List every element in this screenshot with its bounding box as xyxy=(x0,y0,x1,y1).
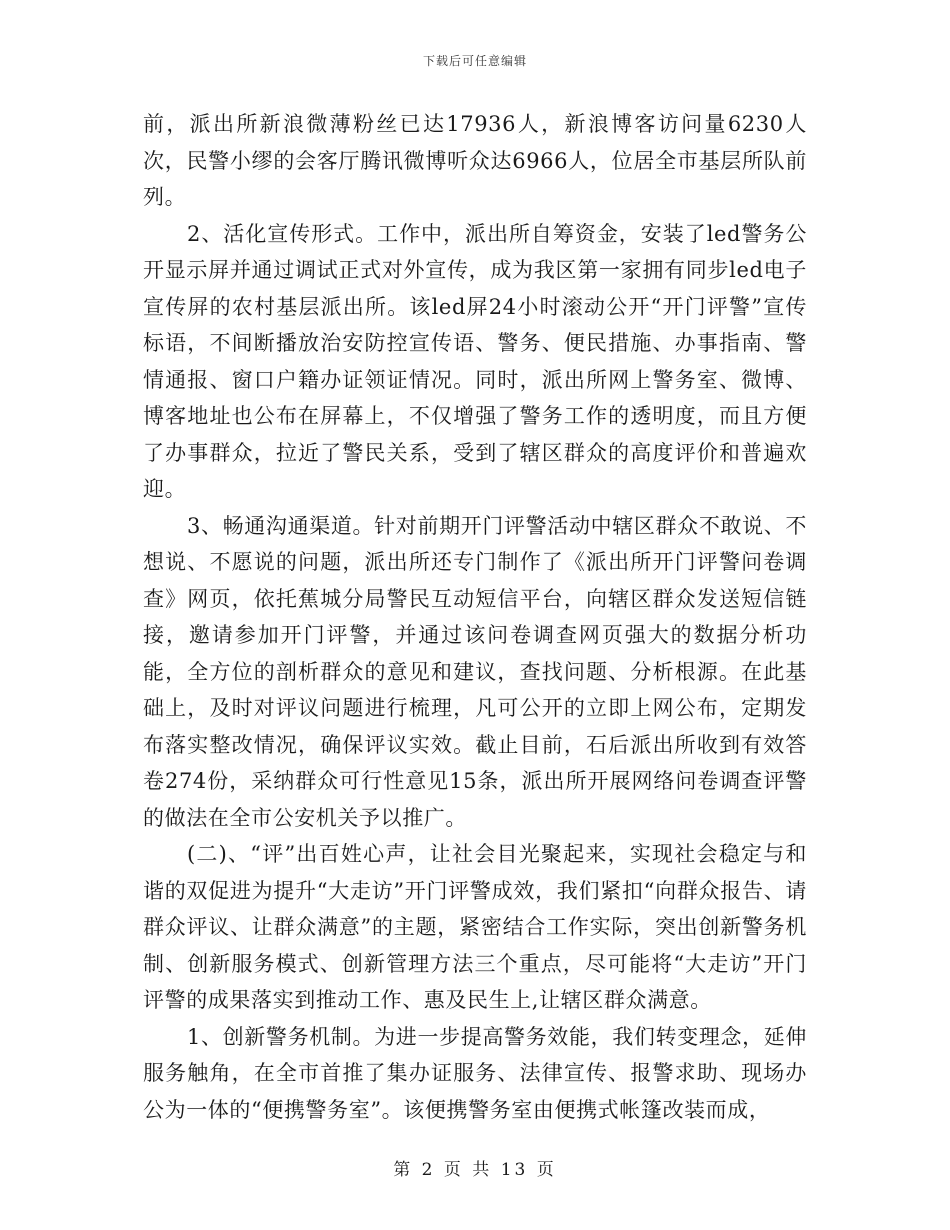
paragraph-communication-channels: 3、畅通沟通渠道。针对前期开门评警活动中辖区群众不敢说、不想说、不愿说的问题，派出所还专门制作了《派出所开门评警问卷调查》网页，依托蕉城分局警民互动短信平台，向辖区群众发送短信链接，邀请参加开门评警，并通过该问卷调查网页强大的数据分析功能，全方位的剖析群众的意见和建议，查找问题、分析根源。在此基础上，及时对评议问题进行梳理，凡可公开的立即上网公布，定期发布落实整改情况，确保评议实效。截止目前，石后派出所收到有效答卷274份，采纳群众可行性意见15条，派出所开展网络问卷调查评警的做法在全市公安机关予以推广。 xyxy=(143,513,807,830)
paragraph-police-mechanism: 1、创新警务机制。为进一步提高警务效能，我们转变理念，延伸服务触角，在全市首推了集办证服务、法律宣传、报警求助、现场办公为一体的“便携警务室”。该便携警务室由便携式帐篷改装而成， xyxy=(143,1024,807,1122)
document-body xyxy=(143,106,807,1128)
page-number-footer: 第 2 页 共 13 页 xyxy=(393,1160,557,1180)
page-header: 下载后可任意编辑 xyxy=(422,54,527,68)
paragraph-publicity-form: 2、活化宣传形式。工作中，派出所自筹资金，安装了led警务公开显示屏并通过调试正式对外宣传，成为我区第一家拥有同步led电子宣传屏的农村基层派出所。该led屏24小时滚动公开“开门评警”宣传标语，不间断播放治安防控宣传语、警务、便民措施、办事指南、警情通报、窗口户籍办证领证情况。同时，派出所网上警务室、微博、博客地址也公布在屏幕上，不仅增强了警务工作的透明度，而且方便了办事群众，拉近了警民关系，受到了辖区群众的高度评价和普遍欢迎。 xyxy=(143,221,807,501)
paragraph-section-two: (二)、“评”出百姓心声，让社会目光聚起来，实现社会稳定与和谐的双促进为提升“大走访”开门评警成效，我们紧扣“向群众报告、请群众评议、让群众满意”的主题，紧密结合工作实际，突出创新警务机制、创新服务模式、创新管理方法三个重点，尽可能将“大走访”开门评警的成果落实到推动工作、惠及民生上,让辖区群众满意。 xyxy=(143,842,807,1012)
paragraph-continuation: 前，派出所新浪微薄粉丝已达17936人，新浪博客访问量6230人次，民警小缪的会客厅腾讯微博听众达6966人，位居全市基层所队前列。 xyxy=(143,112,807,209)
